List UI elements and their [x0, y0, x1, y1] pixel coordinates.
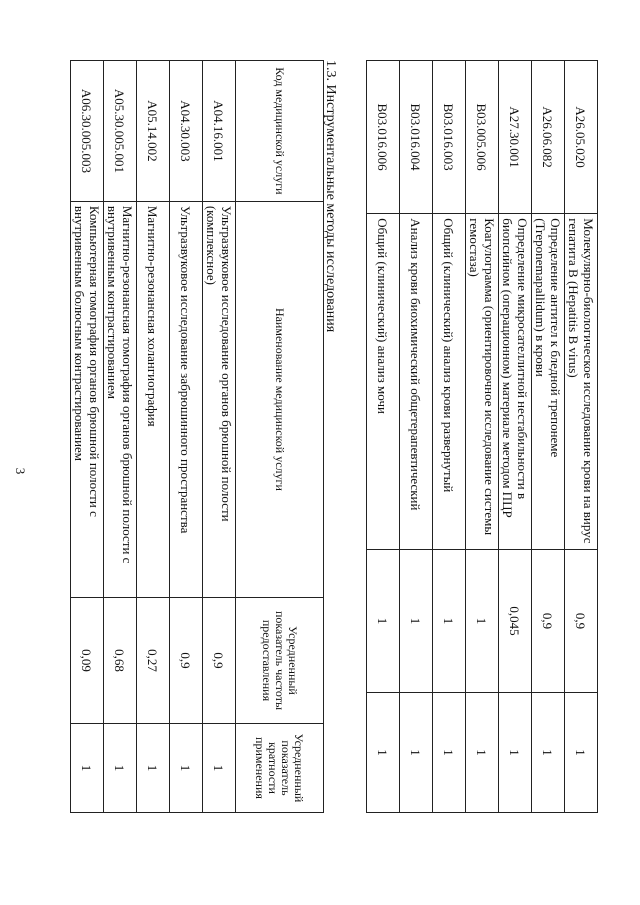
- cell-freq: 0,9: [203, 598, 236, 724]
- header-name: Наименование медицинской услуги: [236, 201, 324, 597]
- cell-freq: 1: [433, 549, 466, 692]
- table-row: [137, 61, 170, 813]
- instrumental-methods-table: [70, 60, 324, 813]
- cell-name: Компьютерная томография органов брюшной полости с внутривенным болюсным контрастированием: [71, 201, 104, 597]
- table-row: [433, 61, 466, 813]
- section-title: 1.3. Инструментальные методы исследования: [323, 60, 338, 333]
- cell-name: Магнитно-резонансная томография органов брюшной полости с внутривенным контрастированием: [104, 201, 137, 597]
- cell-freq: 1: [367, 549, 400, 692]
- cell-code: A04.30.003: [170, 61, 203, 202]
- cell-name: Анализ крови биохимический общетерапевтический: [400, 214, 433, 550]
- cell-name: Общий (клинический) анализ мочи: [367, 214, 400, 550]
- cell-freq: 0,045: [499, 549, 532, 692]
- cell-code: A26.05.020: [565, 61, 598, 214]
- cell-code: A26.06.082: [532, 61, 565, 214]
- cell-code: A27.30.001: [499, 61, 532, 214]
- cell-name: Общий (клинический) анализ крови развернутый: [433, 214, 466, 550]
- cell-code: B03.005.006: [466, 61, 499, 214]
- cell-mult: 1: [532, 693, 565, 813]
- cell-mult: 1: [433, 693, 466, 813]
- cell-mult: 1: [170, 723, 203, 812]
- lab-tests-table: [366, 60, 598, 813]
- cell-mult: 1: [499, 693, 532, 813]
- table-row: [203, 61, 236, 813]
- cell-mult: 1: [466, 693, 499, 813]
- cell-code: A05.30.005.001: [104, 61, 137, 202]
- table-row: [466, 61, 499, 813]
- table-row: [400, 61, 433, 813]
- cell-name: Определение антител к бледной трепонеме (Treponemapallidum) в крови: [532, 214, 565, 550]
- page-number: 3: [13, 467, 28, 475]
- table-row: [367, 61, 400, 813]
- cell-code: A05.14.002: [137, 61, 170, 202]
- header-frequency: Усредненный показатель частоты предоставления: [236, 598, 324, 724]
- cell-freq: 0,9: [170, 598, 203, 724]
- table-row: [104, 61, 137, 813]
- cell-name: Определение микросателлитной нестабильности в биопсийном (операционном) материале методом ПЦР: [499, 214, 532, 550]
- cell-freq: 0,9: [532, 549, 565, 692]
- cell-freq: 1: [400, 549, 433, 692]
- cell-name: Коагулограмма (ориентировочное исследование системы гемостаза): [466, 214, 499, 550]
- table-row: [499, 61, 532, 813]
- cell-mult: 1: [367, 693, 400, 813]
- cell-name: Магнитно-резонансная холангиография: [137, 201, 170, 597]
- cell-name: Молекулярно-биологическое исследование крови на вирус гепатита B (Hepatitis B virus): [565, 214, 598, 550]
- cell-name: Ультразвуковое исследование органов брюшной полости (комплексное): [203, 201, 236, 597]
- cell-freq: 0,27: [137, 598, 170, 724]
- cell-code: A04.16.001: [203, 61, 236, 202]
- table-row: [170, 61, 203, 813]
- cell-mult: 1: [137, 723, 170, 812]
- table-row: [532, 61, 565, 813]
- cell-name: Ультразвуковое исследование забрюшинного пространства: [170, 201, 203, 597]
- cell-code: B03.016.004: [400, 61, 433, 214]
- cell-mult: 1: [203, 723, 236, 812]
- cell-freq: 1: [466, 549, 499, 692]
- cell-mult: 1: [71, 723, 104, 812]
- cell-mult: 1: [565, 693, 598, 813]
- table-header-row: [236, 61, 324, 813]
- cell-freq: 0,9: [565, 549, 598, 692]
- cell-code: B03.016.006: [367, 61, 400, 214]
- table-row: [565, 61, 598, 813]
- header-code: Код медицинской услуги: [236, 61, 324, 202]
- cell-mult: 1: [400, 693, 433, 813]
- cell-code: B03.016.003: [433, 61, 466, 214]
- cell-code: A06.30.005.003: [71, 61, 104, 202]
- cell-mult: 1: [104, 723, 137, 812]
- cell-freq: 0,09: [71, 598, 104, 724]
- header-multiplicity: Усредненный показатель кратности применения: [236, 723, 324, 812]
- cell-freq: 0,68: [104, 598, 137, 724]
- table-row: [71, 61, 104, 813]
